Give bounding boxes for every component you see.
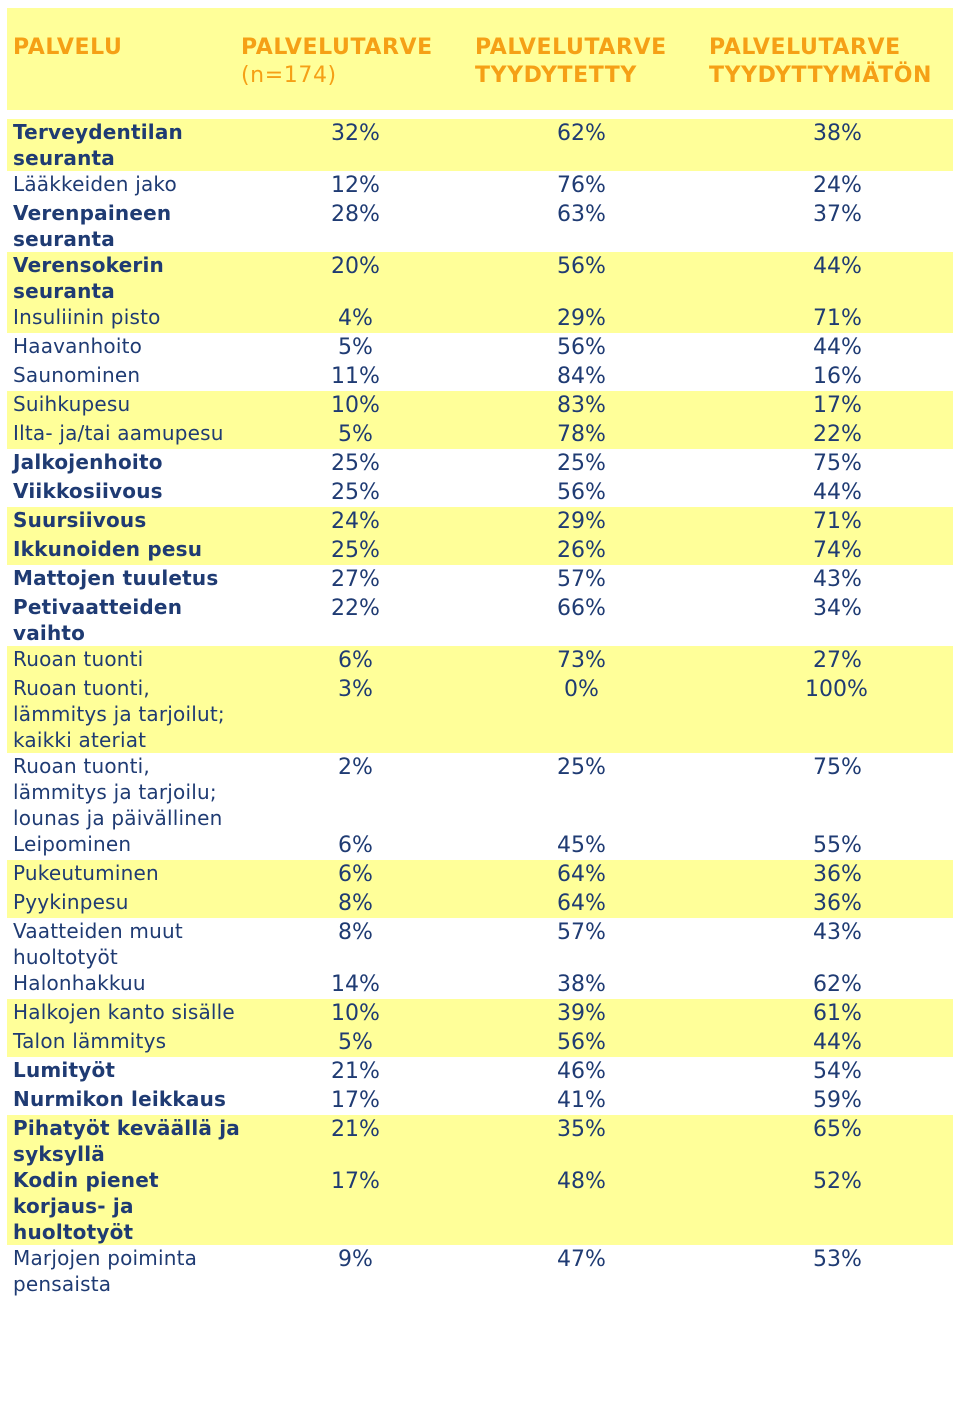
value-unmet: 100% [709,675,953,753]
value-met: 0% [475,675,709,753]
value-met: 78% [475,420,709,449]
value-need: 27% [241,565,475,594]
table-row [7,753,953,831]
value-unmet: 27% [709,646,953,675]
header-met-line2: TYYDYTETTY [475,63,637,88]
value-need: 11% [241,362,475,391]
value-need: 8% [241,889,475,918]
table-row [7,507,953,536]
table-row [7,171,953,200]
value-met: 57% [475,918,709,970]
value-need: 21% [241,1057,475,1086]
service-name: Vaatteiden muut huoltotyöt [7,918,241,970]
service-name: Nurmikon leikkaus [7,1086,241,1115]
service-name: Leipominen [7,831,241,860]
table-row [7,646,953,675]
value-unmet: 44% [709,1028,953,1057]
value-need: 8% [241,918,475,970]
service-name: Ruoan tuonti, lämmitys ja tarjoilu; lounas ja päivällinen [7,753,241,831]
value-need: 5% [241,420,475,449]
value-unmet: 71% [709,304,953,333]
value-unmet: 61% [709,999,953,1028]
value-met: 66% [475,594,709,646]
service-name: Ruoan tuonti, lämmitys ja tarjoilut; kaikki ateriat [7,675,241,753]
value-need: 28% [241,200,475,252]
value-met: 41% [475,1086,709,1115]
service-name: Talon lämmitys [7,1028,241,1057]
table-row [7,831,953,860]
value-met: 56% [475,252,709,304]
header-unmet-line1: PALVELUTARVE [709,35,901,60]
service-needs-table [7,8,953,1297]
value-met: 76% [475,171,709,200]
value-need: 20% [241,252,475,304]
value-met: 56% [475,333,709,362]
service-name: Halkojen kanto sisälle [7,999,241,1028]
table-row [7,1115,953,1167]
header-met [475,8,709,110]
table-row [7,420,953,449]
value-met: 35% [475,1115,709,1167]
value-met: 63% [475,200,709,252]
service-name: Mattojen tuuletus [7,565,241,594]
value-unmet: 34% [709,594,953,646]
value-unmet: 44% [709,478,953,507]
value-met: 38% [475,970,709,999]
value-unmet: 24% [709,171,953,200]
value-need: 22% [241,594,475,646]
service-name: Verenpaineen seuranta [7,200,241,252]
value-unmet: 17% [709,391,953,420]
value-unmet: 44% [709,333,953,362]
table-row [7,918,953,970]
table-row [7,119,953,171]
table-row [7,252,953,304]
value-need: 17% [241,1167,475,1245]
value-unmet: 16% [709,362,953,391]
service-name: Jalkojenhoito [7,449,241,478]
value-unmet: 75% [709,753,953,831]
header-service [7,8,241,110]
service-name: Suursiivous [7,507,241,536]
value-unmet: 43% [709,918,953,970]
table-row [7,1245,953,1297]
value-met: 39% [475,999,709,1028]
table-body [7,119,953,1297]
value-unmet: 71% [709,507,953,536]
value-met: 57% [475,565,709,594]
service-name: Viikkosiivous [7,478,241,507]
value-met: 29% [475,304,709,333]
service-name: Pihatyöt keväällä ja syksyllä [7,1115,241,1167]
service-name: Kodin pienet korjaus- ja huoltotyöt [7,1167,241,1245]
header-need [241,8,475,110]
value-met: 29% [475,507,709,536]
table-row [7,362,953,391]
value-met: 83% [475,391,709,420]
value-unmet: 75% [709,449,953,478]
service-name: Saunominen [7,362,241,391]
value-need: 9% [241,1245,475,1297]
value-unmet: 44% [709,252,953,304]
table-row [7,1028,953,1057]
table-row [7,1057,953,1086]
value-met: 48% [475,1167,709,1245]
table-row [7,999,953,1028]
table-row [7,675,953,753]
header-unmet [709,8,953,110]
value-need: 6% [241,831,475,860]
value-unmet: 52% [709,1167,953,1245]
table-row [7,449,953,478]
service-name: Ruoan tuonti [7,646,241,675]
value-need: 3% [241,675,475,753]
value-met: 64% [475,860,709,889]
table-row [7,860,953,889]
value-need: 6% [241,860,475,889]
service-name: Verensokerin seuranta [7,252,241,304]
value-need: 10% [241,999,475,1028]
value-unmet: 54% [709,1057,953,1086]
service-name: Insuliinin pisto [7,304,241,333]
table-row [7,478,953,507]
value-unmet: 37% [709,200,953,252]
service-name: Halonhakkuu [7,970,241,999]
service-name: Lääkkeiden jako [7,171,241,200]
table-row [7,200,953,252]
service-name: Suihkupesu [7,391,241,420]
table-row [7,565,953,594]
header-row [7,8,953,110]
value-met: 25% [475,449,709,478]
service-name: Pyykinpesu [7,889,241,918]
value-unmet: 74% [709,536,953,565]
value-met: 46% [475,1057,709,1086]
table-row [7,391,953,420]
value-need: 2% [241,753,475,831]
value-met: 26% [475,536,709,565]
value-met: 84% [475,362,709,391]
header-met-line1: PALVELUTARVE [475,35,667,60]
value-met: 64% [475,889,709,918]
value-met: 62% [475,119,709,171]
value-need: 17% [241,1086,475,1115]
value-unmet: 38% [709,119,953,171]
table-row [7,304,953,333]
header-spacer [7,110,953,119]
value-unmet: 36% [709,889,953,918]
table-row [7,333,953,362]
service-needs-table-page [7,8,953,1400]
table-row [7,536,953,565]
service-name: Ilta- ja/tai aamupesu [7,420,241,449]
value-need: 25% [241,449,475,478]
value-need: 32% [241,119,475,171]
service-name: Pukeutuminen [7,860,241,889]
service-name: Terveydentilan seuranta [7,119,241,171]
service-name: Petivaatteiden vaihto [7,594,241,646]
header-service-label: PALVELU [13,35,123,60]
value-unmet: 43% [709,565,953,594]
value-unmet: 55% [709,831,953,860]
value-met: 47% [475,1245,709,1297]
value-need: 4% [241,304,475,333]
service-name: Ikkunoiden pesu [7,536,241,565]
header-need-line1: PALVELUTARVE [241,35,433,60]
value-met: 56% [475,478,709,507]
value-need: 5% [241,1028,475,1057]
value-need: 21% [241,1115,475,1167]
service-name: Lumityöt [7,1057,241,1086]
table-row [7,594,953,646]
value-unmet: 62% [709,970,953,999]
value-met: 45% [475,831,709,860]
header-unmet-line2: TYYDYTTYMÄTÖN [709,63,933,88]
table-row [7,889,953,918]
value-need: 25% [241,478,475,507]
value-need: 14% [241,970,475,999]
table-row [7,970,953,999]
value-unmet: 22% [709,420,953,449]
header-spacer-cell [7,110,953,119]
value-met: 73% [475,646,709,675]
value-met: 25% [475,753,709,831]
value-need: 5% [241,333,475,362]
value-need: 10% [241,391,475,420]
service-name: Haavanhoito [7,333,241,362]
value-unmet: 59% [709,1086,953,1115]
value-need: 24% [241,507,475,536]
header-need-line2: (n=174) [241,63,337,88]
value-unmet: 65% [709,1115,953,1167]
value-need: 25% [241,536,475,565]
table-row [7,1086,953,1115]
value-need: 12% [241,171,475,200]
value-need: 6% [241,646,475,675]
value-unmet: 53% [709,1245,953,1297]
value-met: 56% [475,1028,709,1057]
value-unmet: 36% [709,860,953,889]
table-row [7,1167,953,1245]
service-name: Marjojen poiminta pensaista [7,1245,241,1297]
